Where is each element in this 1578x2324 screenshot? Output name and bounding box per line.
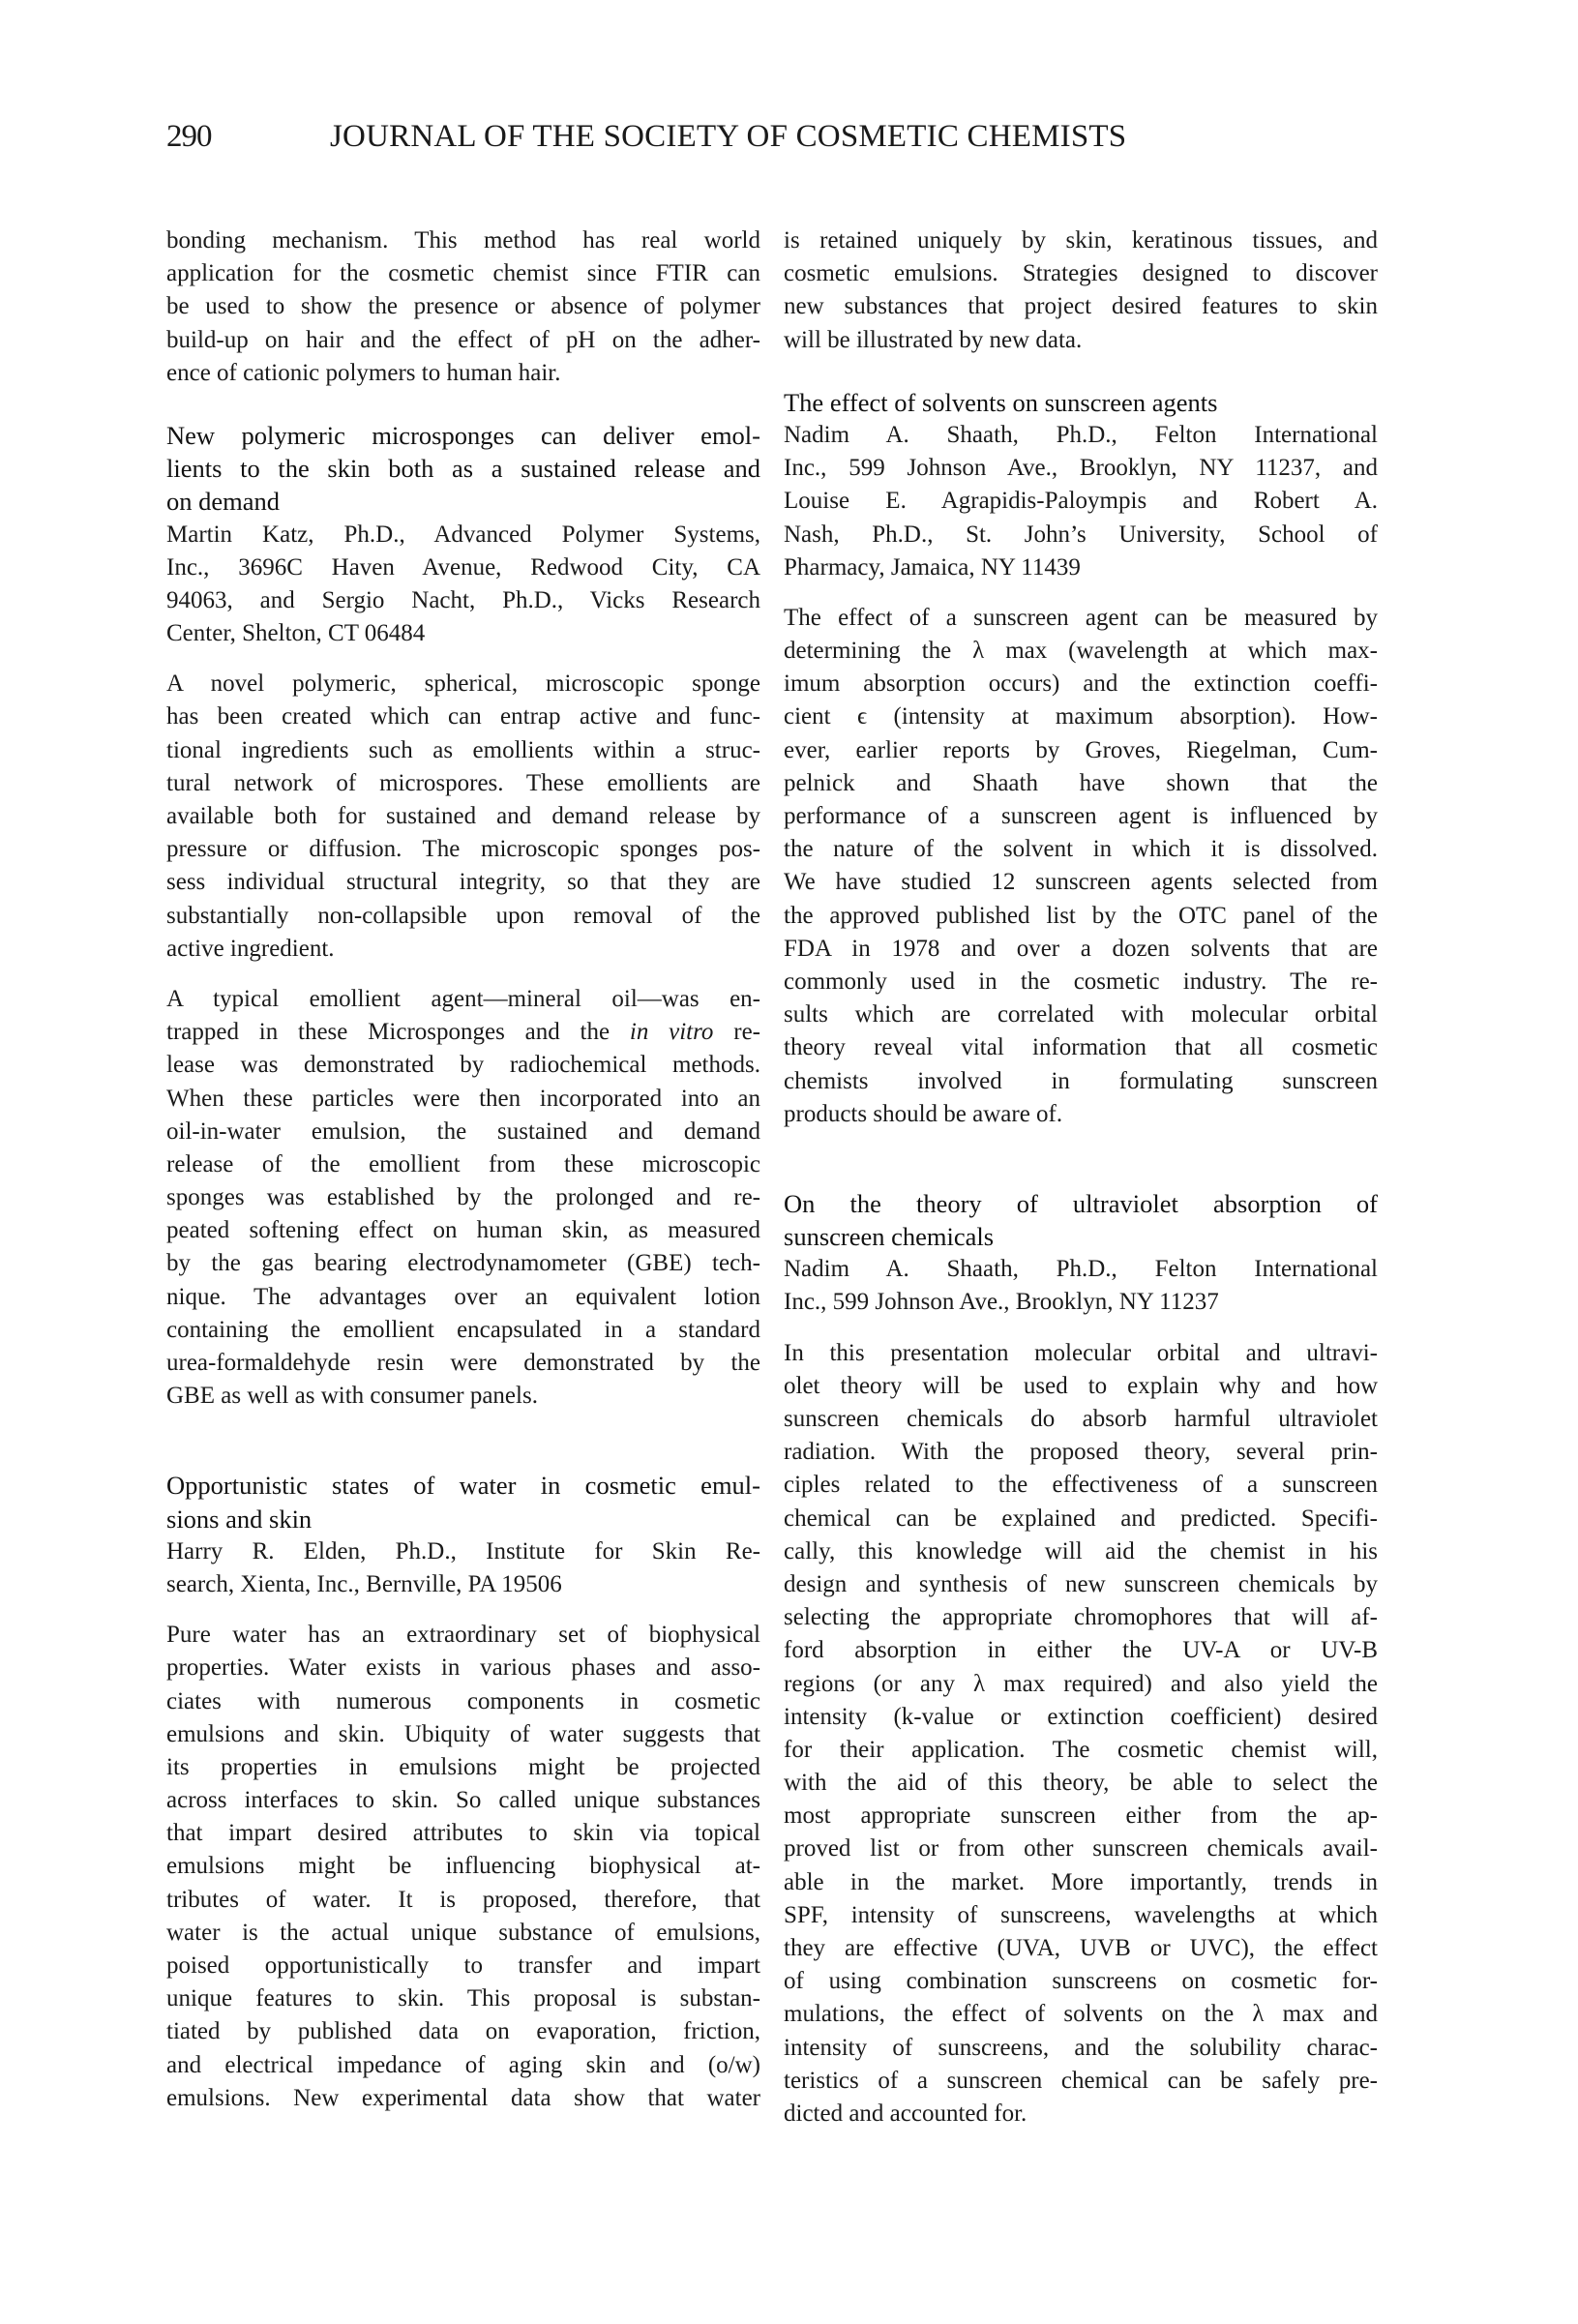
text-line: design and synthesis of new sunscreen chemicals by bbox=[784, 1570, 1378, 1597]
author-affiliation bbox=[166, 1535, 760, 1601]
text-line: Pure water has an extraordinary set of biophysical bbox=[166, 1622, 760, 1649]
text-line: sponges was established by the prolonged and re- bbox=[166, 1184, 760, 1211]
text-line: available both for sustained and demand release by bbox=[166, 803, 760, 829]
title-line: On the theory of ultraviolet absorption of bbox=[784, 1188, 1378, 1218]
author-line: Center, Shelton, CT 06484 bbox=[166, 620, 426, 647]
text-line: ever, earlier reports by Groves, Riegelman, Cum- bbox=[784, 736, 1378, 763]
author-affiliation bbox=[166, 519, 760, 651]
author-affiliation bbox=[784, 1253, 1378, 1319]
text-line: water is the actual unique substance of emulsions, bbox=[166, 1919, 760, 1946]
text-line: sess individual structural integrity, so that they are bbox=[166, 869, 760, 896]
text-line: that impart desired attributes to skin via topical bbox=[166, 1820, 760, 1847]
text-line: most appropriate sunscreen either from the ap- bbox=[784, 1803, 1378, 1830]
text-line: olet theory will be used to explain why and how bbox=[784, 1372, 1378, 1399]
text-line: new substances that project desired features to skin bbox=[784, 293, 1378, 320]
abstract-paragraph bbox=[166, 668, 760, 966]
article-title-water bbox=[166, 1469, 760, 1534]
text-line: properties. Water exists in various phases and asso- bbox=[166, 1654, 760, 1682]
running-head: JOURNAL OF THE SOCIETY OF COSMETIC CHEMISTS bbox=[330, 119, 1127, 154]
text-line: cient ϵ (intensity at maximum absorption). How- bbox=[784, 703, 1378, 730]
text-line: cally, this knowledge will aid the chemist in his bbox=[784, 1537, 1378, 1564]
abstract-paragraph bbox=[784, 602, 1378, 1131]
author-line: Inc., 3696C Haven Avenue, Redwood City, CA bbox=[166, 553, 760, 581]
text-line: peated softening effect on human skin, as measured bbox=[166, 1217, 760, 1244]
text-line: radiation. With the proposed theory, several prin- bbox=[784, 1439, 1378, 1466]
author-line: Inc., 599 Johnson Ave., Brooklyn, NY 11237, and bbox=[784, 455, 1378, 482]
author-line: Nash, Ph.D., St. John’s University, School of bbox=[784, 521, 1378, 548]
text-line: across interfaces to skin. So called unique substances bbox=[166, 1787, 760, 1814]
abstract-paragraph bbox=[166, 1619, 760, 2115]
text-line: bonding mechanism. This method has real world bbox=[166, 227, 760, 253]
text-line: proved list or from other sunscreen chemicals avail- bbox=[784, 1835, 1378, 1862]
text-line: application for the cosmetic chemist since FTIR can bbox=[166, 260, 760, 287]
text-line: products should be aware of. bbox=[784, 1100, 1063, 1127]
text-line: for their application. The cosmetic chemist will, bbox=[784, 1736, 1378, 1763]
text-line: will be illustrated by new data. bbox=[784, 326, 1083, 353]
text-line: tiated by published data on evaporation, friction, bbox=[166, 2018, 760, 2045]
text-line: ford absorption in either the UV-A or UV-B bbox=[784, 1637, 1378, 1664]
text-line: the approved published list by the OTC panel of the bbox=[784, 902, 1378, 929]
text-line bbox=[166, 1016, 760, 1049]
text-line: cosmetic emulsions. Strategies designed to discover bbox=[784, 260, 1378, 287]
text-line: is retained uniquely by skin, keratinous tissues, and bbox=[784, 227, 1378, 253]
text-line: lease was demonstrated by radiochemical methods. bbox=[166, 1052, 760, 1079]
text-line: determining the λ max (wavelength at which max- bbox=[784, 638, 1378, 665]
author-line: Inc., 599 Johnson Ave., Brooklyn, NY 11237 bbox=[784, 1289, 1219, 1316]
text-line: sunscreen chemicals do absorb harmful ultraviolet bbox=[784, 1406, 1378, 1432]
text-line: We have studied 12 sunscreen agents selected from bbox=[784, 869, 1378, 896]
author-line: search, Xienta, Inc., Bernville, PA 19506 bbox=[166, 1570, 562, 1597]
text-line: SPF, intensity of sunscreens, wavelengths at which bbox=[784, 1901, 1378, 1928]
continuation-paragraph bbox=[166, 224, 760, 390]
title-line: New polymeric microsponges can deliver emol- bbox=[166, 420, 760, 450]
article-title-uv-theory bbox=[784, 1187, 1378, 1253]
abstract-paragraph bbox=[784, 1337, 1378, 2131]
text-line: pressure or diffusion. The microscopic sponges pos- bbox=[166, 836, 760, 863]
title-line: Opportunistic states of water in cosmetic emul- bbox=[166, 1471, 760, 1501]
text-segment: re- bbox=[713, 1019, 760, 1046]
text-segment: trapped in these Microsponges and the bbox=[166, 1019, 630, 1046]
text-line: the nature of the solvent in which it is dissolved. bbox=[784, 836, 1378, 863]
text-line: FDA in 1978 and over a dozen solvents that are bbox=[784, 935, 1378, 962]
title-line: sions and skin bbox=[166, 1504, 313, 1534]
text-line: intensity (k-value or extinction coefficient) desired bbox=[784, 1703, 1378, 1730]
text-line: In this presentation molecular orbital and ultravi- bbox=[784, 1339, 1378, 1366]
text-line: be used to show the presence or absence of polymer bbox=[166, 293, 760, 320]
text-line: tributes of water. It is proposed, therefore, that bbox=[166, 1886, 760, 1913]
text-line: emulsions might be influencing biophysical at- bbox=[166, 1853, 760, 1880]
text-line: performance of a sunscreen agent is influenced by bbox=[784, 803, 1378, 829]
text-line: emulsions. New experimental data show that water bbox=[166, 2084, 760, 2111]
text-line: substantially non-collapsible upon removal of the bbox=[166, 902, 760, 929]
author-line: Louise E. Agrapidis-Paloympis and Robert A. bbox=[784, 488, 1378, 515]
text-line: has been created which can entrap active and func- bbox=[166, 703, 760, 730]
text-line: theory reveal vital information that all cosmetic bbox=[784, 1034, 1378, 1061]
left-column bbox=[166, 224, 760, 2115]
text-line: they are effective (UVA, UVB or UVC), the effect bbox=[784, 1935, 1378, 1961]
author-affiliation bbox=[784, 419, 1378, 584]
text-line: ciates with numerous components in cosmetic bbox=[166, 1687, 760, 1714]
text-line: emulsions and skin. Ubiquity of water suggests that bbox=[166, 1720, 760, 1747]
text-line: dicted and accounted for. bbox=[784, 2100, 1027, 2127]
text-line: chemists involved in formulating sunscreen bbox=[784, 1067, 1378, 1094]
text-line: release of the emollient from these microscopic bbox=[166, 1150, 760, 1177]
text-line: its properties in emulsions might be projected bbox=[166, 1753, 760, 1780]
text-line: A novel polymeric, spherical, microscopic sponge bbox=[166, 670, 760, 698]
text-line: mulations, the effect of solvents on the λ max and bbox=[784, 2001, 1378, 2028]
title-line: on demand bbox=[166, 487, 281, 517]
text-line: tural network of microspores. These emollients are bbox=[166, 769, 760, 796]
text-line: intensity of sunscreens, and the solubility charac- bbox=[784, 2034, 1378, 2061]
text-line: selecting the appropriate chromophores that will af- bbox=[784, 1604, 1378, 1631]
author-line: Pharmacy, Jamaica, NY 11439 bbox=[784, 553, 1081, 581]
text-line: containing the emollient encapsulated in a standard bbox=[166, 1316, 760, 1343]
text-line: active ingredient. bbox=[166, 935, 335, 962]
author-line: Martin Katz, Ph.D., Advanced Polymer Systems, bbox=[166, 521, 760, 548]
text-line: build-up on hair and the effect of pH on the adher- bbox=[166, 326, 760, 353]
text-line: tional ingredients such as emollients within a struc- bbox=[166, 736, 760, 763]
title-line: sunscreen chemicals bbox=[784, 1222, 995, 1252]
italic-term: in vitro bbox=[629, 1019, 714, 1046]
text-line: teristics of a sunscreen chemical can be safely pre- bbox=[784, 2067, 1378, 2094]
text-line: regions (or any λ max required) and also yield the bbox=[784, 1670, 1378, 1697]
author-line: 94063, and Sergio Nacht, Ph.D., Vicks Research bbox=[166, 586, 760, 613]
text-line: able in the market. More importantly, trends in bbox=[784, 1868, 1378, 1895]
author-line: Harry R. Elden, Ph.D., Institute for Skin Re- bbox=[166, 1537, 760, 1564]
text-line: ence of cationic polymers to human hair. bbox=[166, 359, 561, 386]
text-line: chemical can be explained and predicted. Specifi- bbox=[784, 1505, 1378, 1532]
text-line: nique. The advantages over an equivalent lotion bbox=[166, 1283, 760, 1310]
text-line: of using combination sunscreens on cosmetic for- bbox=[784, 1968, 1378, 1995]
right-column bbox=[784, 224, 1378, 2130]
text-line: unique features to skin. This proposal is substan- bbox=[166, 1985, 760, 2012]
text-line: poised opportunistically to transfer and impart bbox=[166, 1952, 760, 1979]
author-line: Nadim A. Shaath, Ph.D., Felton International bbox=[784, 1256, 1378, 1283]
text-line: and electrical impedance of aging skin and (o/w) bbox=[166, 2051, 760, 2078]
abstract-paragraph bbox=[166, 983, 760, 1413]
text-line: The effect of a sunscreen agent can be measured by bbox=[784, 604, 1378, 631]
page-number: 290 bbox=[166, 119, 212, 154]
text-line: by the gas bearing electrodynamometer (GBE) tech- bbox=[166, 1250, 760, 1277]
title-line: lients to the skin both as a sustained release and bbox=[166, 454, 760, 484]
text-line: sults which are correlated with molecular orbital bbox=[784, 1001, 1378, 1028]
title-line: The effect of solvents on sunscreen agents bbox=[784, 387, 1218, 417]
text-line: with the aid of this theory, be able to select the bbox=[784, 1770, 1378, 1797]
text-line: commonly used in the cosmetic industry. The re- bbox=[784, 968, 1378, 995]
text-line: urea-formaldehyde resin were demonstrated by the bbox=[166, 1350, 760, 1376]
text-line: When these particles were then incorporated into an bbox=[166, 1085, 760, 1112]
author-line: Nadim A. Shaath, Ph.D., Felton International bbox=[784, 421, 1378, 448]
text-line: ciples related to the effectiveness of a sunscreen bbox=[784, 1472, 1378, 1499]
article-title-microsponges bbox=[166, 419, 760, 519]
text-line: oil-in-water emulsion, the sustained and demand bbox=[166, 1117, 760, 1145]
text-line: pelnick and Shaath have shown that the bbox=[784, 769, 1378, 796]
continuation-paragraph bbox=[784, 224, 1378, 357]
text-line: imum absorption occurs) and the extinction coeffi- bbox=[784, 670, 1378, 698]
article-title-solvents bbox=[784, 386, 1378, 419]
text-line: GBE as well as with consumer panels. bbox=[166, 1383, 538, 1410]
text-line: A typical emollient agent—mineral oil—was en- bbox=[166, 985, 760, 1012]
